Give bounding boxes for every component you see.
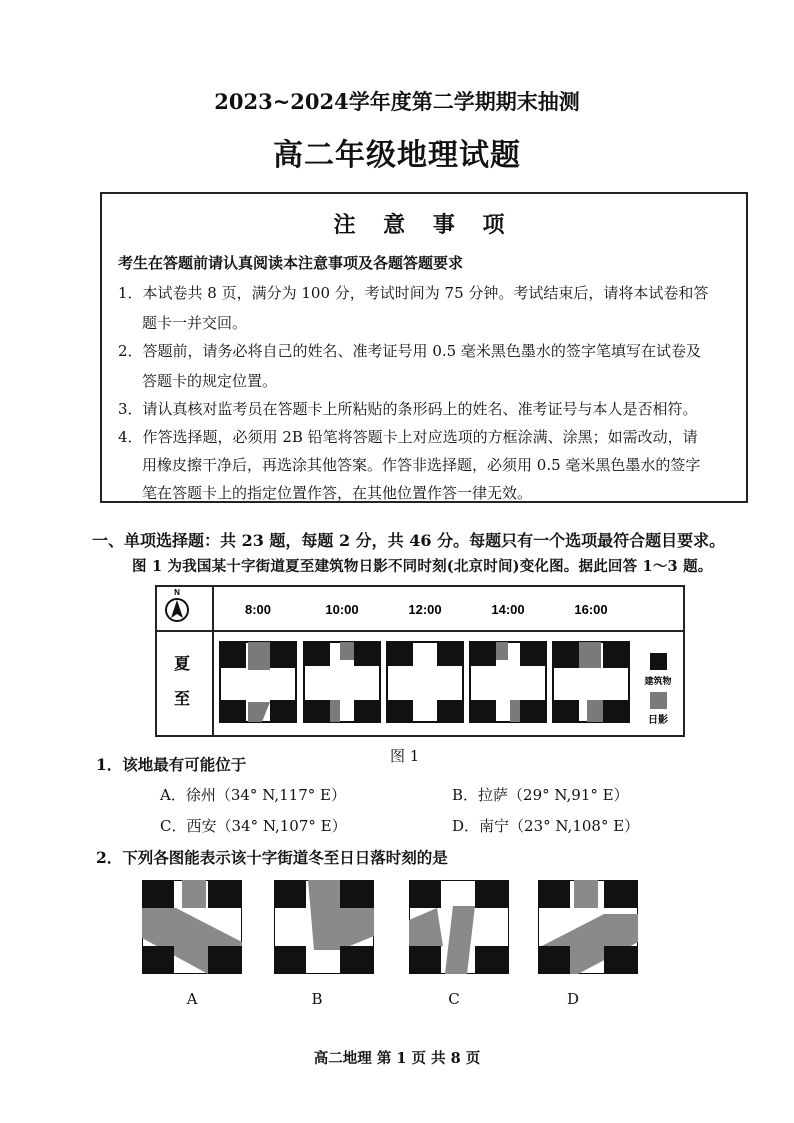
option-d-label: D: [566, 990, 580, 1008]
notice-line: 1．本试卷共 8 页，满分为 100 分，考试时间为 75 分钟。考试结束后，请将本试卷和答: [118, 284, 709, 302]
question-1-stem: 1．该地最有可能位于: [96, 755, 247, 774]
legend-building-swatch: [650, 653, 667, 670]
notice-box: [100, 192, 748, 503]
notice-line: 2．答题前，请务必将自己的姓名、准考证号用 0.5 毫米黑色墨水的签字笔填写在试卷及: [118, 342, 701, 360]
notice-line: 用橡皮擦干净后，再选涂其他答案。作答非选择题，必须用 0.5 毫米黑色墨水的签字: [142, 456, 701, 474]
time-label: 8:00: [244, 602, 272, 617]
row-label-solstice: 至: [173, 689, 191, 708]
question-1-option-a: A．徐州（34° N,117° E）: [160, 786, 346, 804]
question-2-stem: 2．下列各图能表示该十字街道冬至日日落时刻的是: [96, 848, 448, 867]
crossroad-8-00: [220, 642, 296, 722]
question-1-option-d: D．南宁（23° N,108° E）: [452, 817, 640, 835]
time-label: 14:00: [491, 602, 525, 617]
exam-subject-title: 高二年级地理试题: [273, 138, 521, 173]
legend-shadow-label: 日影: [648, 715, 668, 726]
crossroad-12-00: [387, 642, 463, 722]
option-b-diagram: [274, 880, 374, 974]
option-a-label: A: [186, 990, 198, 1008]
crossroad-14-00: [470, 642, 546, 722]
question-1-option-b: B．拉萨（29° N,91° E）: [452, 786, 629, 804]
page-footer: 高二地理 第 1 页 共 8 页: [313, 1050, 481, 1067]
notice-lead: 考生在答题前请认真阅读本注意事项及各题答题要求: [118, 254, 464, 272]
notice-line: 题卡一并交回。: [142, 314, 248, 332]
legend-shadow-swatch: [650, 692, 667, 709]
figure-1-caption: 图 1: [390, 747, 420, 765]
figure-1-shadow-diagram: [155, 585, 685, 737]
section-intro: 图 1 为我国某十字街道夏至建筑物日影不同时刻(北京时间)变化图。据此回答 1～3 题。: [132, 558, 713, 575]
time-label: 10:00: [325, 602, 359, 617]
section-heading: 一、单项选择题：共 23 题，每题 2 分，共 46 分。每题只有一个选项最符合题目要求。: [92, 531, 726, 550]
question-1-option-c: C．西安（34° N,107° E）: [160, 817, 347, 835]
exam-term-title: 2023~2024学年度第二学期期末抽测: [214, 89, 580, 114]
option-c-label: C: [448, 990, 460, 1008]
notice-line: 答题卡的规定位置。: [142, 372, 278, 390]
option-b-label: B: [311, 990, 323, 1008]
notice-line: 4．作答选择题，必须用 2B 铅笔将答题卡上对应选项的方框涂满、涂黑；如需改动，请: [118, 428, 698, 446]
option-c-diagram: [409, 880, 509, 974]
crossroad-10-00: [304, 642, 380, 722]
time-label: 12:00: [408, 602, 442, 617]
north-label: N: [174, 588, 180, 597]
notice-line: 笔在答题卡上的指定位置作答，在其他位置作答一律无效。: [142, 484, 533, 502]
legend-building-label: 建筑物: [644, 676, 672, 686]
option-d-diagram: [538, 880, 638, 974]
time-label: 16:00: [574, 602, 608, 617]
row-label-summer: 夏: [173, 654, 191, 673]
crossroad-16-00: [553, 642, 629, 722]
notice-title: 注 意 事 项: [333, 212, 515, 238]
notice-line: 3．请认真核对监考员在答题卡上所粘贴的条形码上的姓名、准考证号与本人是否相符。: [118, 400, 698, 418]
option-a-diagram: [142, 880, 242, 974]
